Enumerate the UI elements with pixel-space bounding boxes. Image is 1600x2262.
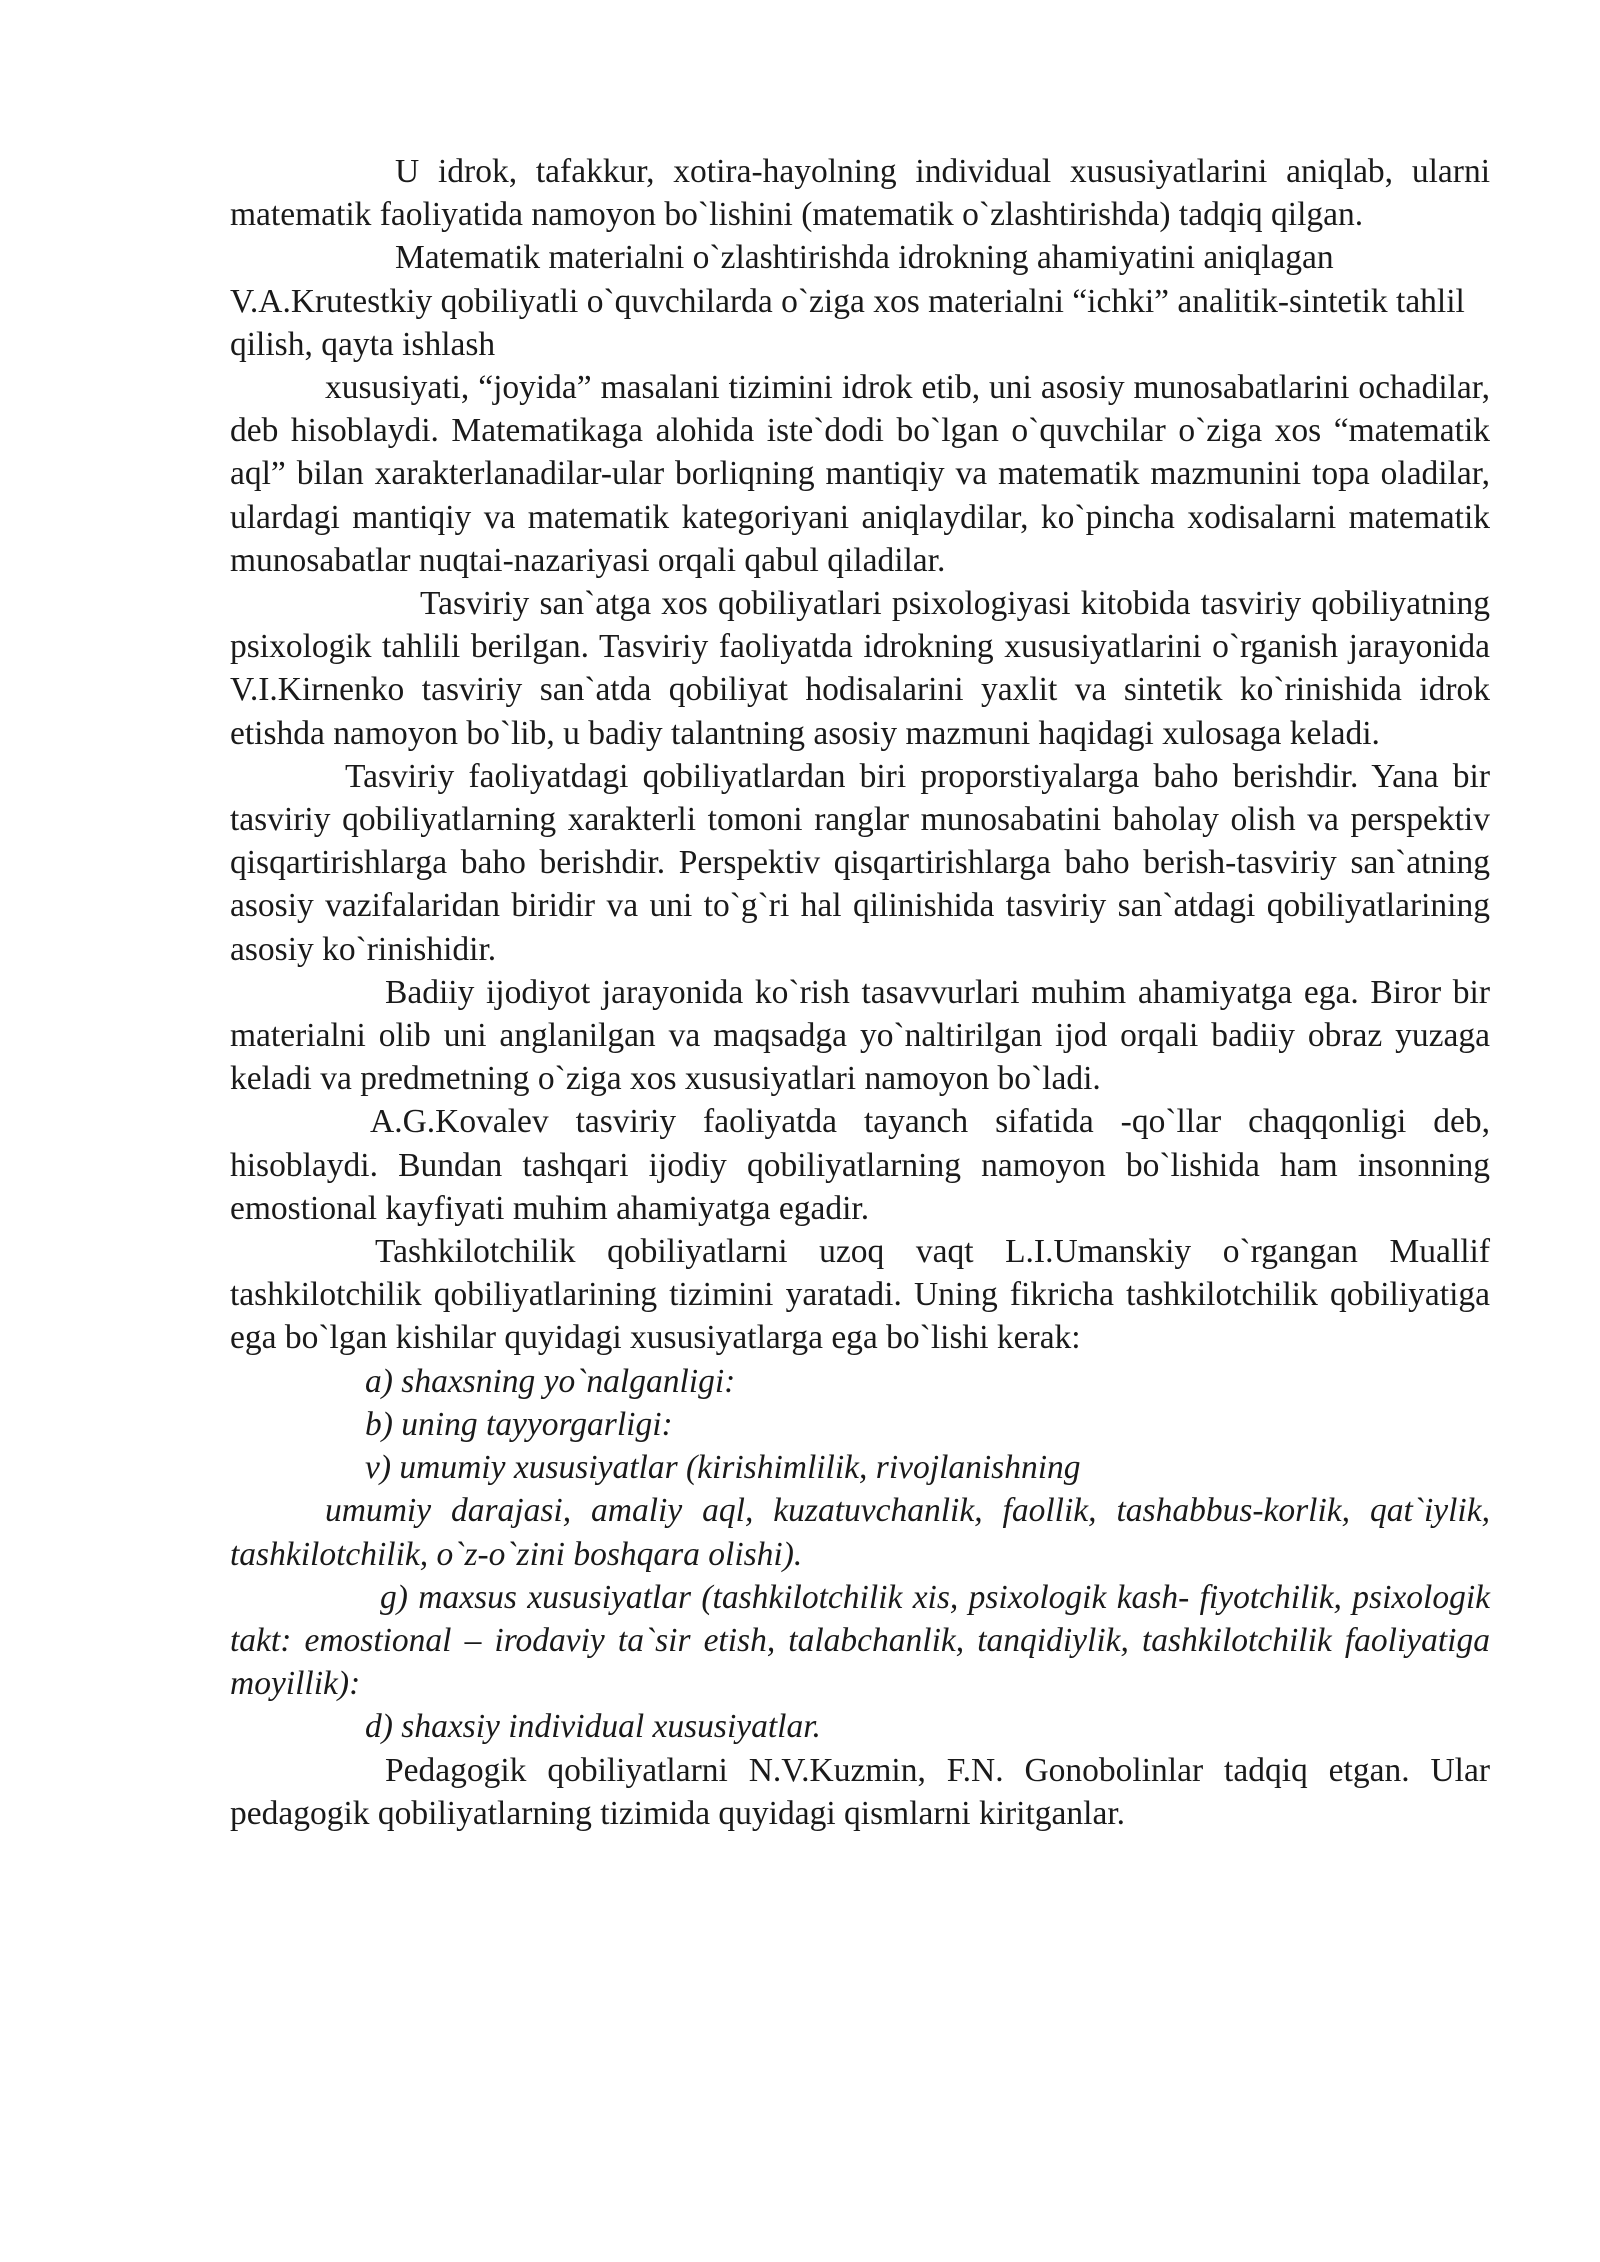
list-item-v-continued: umumiy darajasi, amaliy aql, kuzatuvchanlik, faollik, tashabbus-korlik, qat`iylik, tashkilotchilik, o`z-o`zini boshqara olishi).	[230, 1492, 1490, 1573]
paragraph-proporsiya: Tasviriy faoliyatdagi qobiliyatlardan biri proporstiyalarga baho berishdir. Yana bir tasviriy qobiliyatlarning xarakterli tomoni ranglar munosabatini baholay olish va perspektiv qisqartirishlarga baho berishdir. Perspektiv qisqartirishlarga baho berish-tasviriy san`atning asosiy vazifalaridan biridir va uni to`g`ri hal qilinishida tasviriy san`atdagi qobiliyatlarining asosiy ko`rinishidir.	[230, 757, 1490, 968]
paragraph-idrok: U idrok, tafakkur, xotira-hayolning individual xususiyatlarini aniqlab, ularni matematik faoliyatida namoyon bo`lishini (matematik o`zlashtirishda) tadqiq qilgan.	[230, 153, 1490, 234]
list-item-b: b) uning tayyorgarligi:	[365, 1405, 673, 1443]
list-item-d: d) shaxsiy individual xususiyatlar.	[365, 1708, 821, 1746]
paragraph-tasviriy-sanat: Tasviriy san`atga xos qobiliyatlari psixologiyasi kitobida tasviriy qobiliyatning psixologik tahlili berilgan. Tasviriy faoliyatda idrokning xususiyatlarini o`rganish jarayonida V.I.Kirnenko tasviriy san`atda qobiliyat hodisalarini yaxlit va sintetik ko`rinishida idrok etishda namoyon bo`lib, u badiy talantning asosiy mazmuni haqidagi xulosaga keladi.	[230, 585, 1490, 752]
paragraph-krutestkiy-continued: xususiyati, “joyida” masalani tizimini idrok etib, uni asosiy munosabatlarini ochadilar, deb hisoblaydi. Matematikaga alohida iste`dodi bo`lgan o`quvchilar o`ziga xos “matematik aql” bilan xarakterlanadilar-ular borliqning mantiqiy va matematik mazmunini topa oladilar, ulardagi mantiqiy va matematik kategoriyani aniqlaydilar, ko`pincha xodisalarni matematik munosabatlar nuqtai-nazariyasi orqali qabul qiladilar.	[230, 369, 1490, 579]
paragraph-krutestkiy: Matematik materialni o`zlashtirishda idrokning ahamiyatini aniqlagan V.A.Krutestkiy qobiliyatli o`quvchilarda o`ziga xos materialni “ichki” analitik-sintetik tahlil qilish, qayta ishlash	[230, 239, 1465, 363]
paragraph-tashkilotchilik: Tashkilotchilik qobiliyatlarni uzoq vaqt L.I.Umanskiy o`rgangan Muallif tashkilotchilik qobiliyatlarining tizimini yaratadi. Uning fikricha tashkilotchilik qobiliyatiga ega bo`lgan kishilar quyidagi xususiyatlarga ega bo`lishi kerak:	[230, 1233, 1490, 1357]
list-item-a: a) shaxsning yo`nalganligi:	[365, 1362, 736, 1400]
paragraph-badiiy-ijodiyot: Badiiy ijodiyot jarayonida ko`rish tasavvurlari muhim ahamiyatga ega. Biror bir materialni olib uni anglanilgan va maqsadga yo`naltirilgan ijod orqali badiiy obraz yuzaga keladi va predmetning o`ziga xos xususiyatlari namoyon bo`ladi.	[230, 973, 1490, 1098]
paragraph-kovalev: A.G.Kovalev tasviriy faoliyatda tayanch sifatida -qo`llar chaqqonligi deb, hisoblaydi. Bundan tashqari ijodiy qobiliyatlarning namoyon bo`lishida ham insonning emostional kayfiyati muhim ahamiyatga egadir.	[230, 1103, 1490, 1227]
list-item-v: v) umumiy xususiyatlar (kirishimlilik, rivojlanishning	[365, 1449, 1081, 1487]
document-page	[230, 150, 1490, 1835]
paragraph-pedagogik: Pedagogik qobiliyatlarni N.V.Kuzmin, F.N. Gonobolinlar tadqiq etgan. Ular pedagogik qobiliyatlarning tizimida quyidagi qismlarni kiritganlar.	[230, 1751, 1490, 1832]
list-item-g: g) maxsus xususiyatlar (tashkilotchilik xis, psixologik kash- fiyotchilik, psixologik takt: emostional – irodaviy ta`sir etish, talabchanlik, tanqidiylik, tashkilotchilik faoliyatiga moyillik):	[230, 1578, 1490, 1703]
